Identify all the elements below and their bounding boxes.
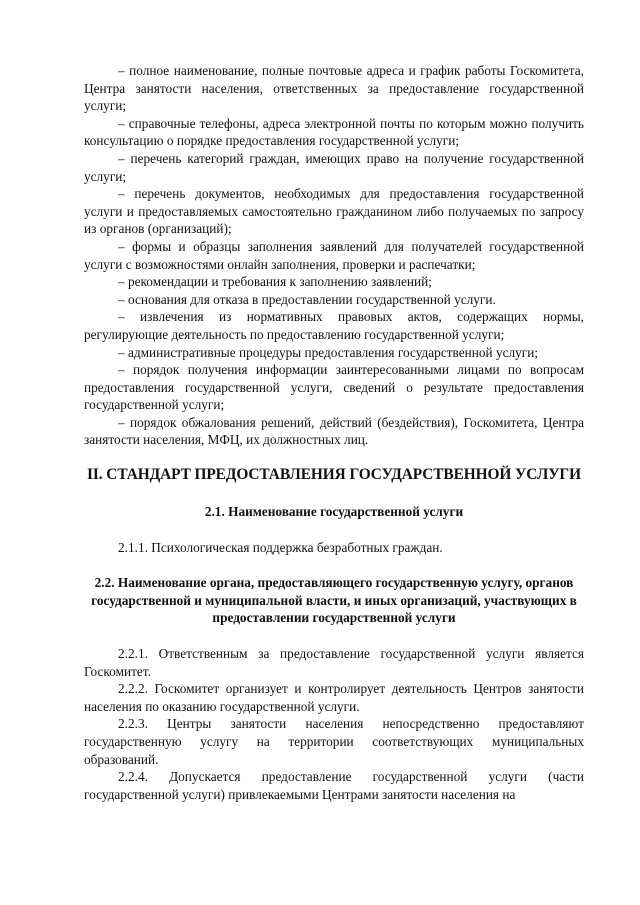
list-item: – извлечения из нормативных правовых актов, содержащих нормы, регулирующие деятельность по предоставлению государственной услуги;: [84, 309, 584, 342]
paragraph-2-1-1: 2.1.1. Психологическая поддержка безработных граждан.: [118, 539, 443, 555]
list-item: – порядок получения информации заинтересованными лицами по вопросам предоставления государственной услуги, сведений о результате предоставления государственной услуги;: [84, 362, 584, 413]
subsection-title-2-1: 2.1. Наименование государственной услуги: [204, 504, 464, 520]
list-item: – порядок обжалования решений, действий (бездействия), Госкомитета, Центра занятости населения, МФЦ, их должностных лиц.: [84, 414, 584, 448]
list-item: – справочные телефоны, адреса электронной почты по которым можно получить консультацию о порядке предоставления государственной услуги;: [84, 115, 584, 149]
list-item: – перечень документов, необходимых для предоставления государственной услуги и предоставляемых самостоятельно гражданином либо получаемых по запросу из органов (организаций);: [84, 186, 584, 237]
list-item: – основания для отказа в предоставлении государственной услуги.: [118, 291, 496, 307]
subsection-2-2-body: [84, 645, 584, 803]
list-item: – полное наименование, полные почтовые адреса и график работы Госкомитета, Центра занятости населения, ответственных за предоставление государственной услуги;: [84, 63, 584, 114]
paragraph-2-2-4: 2.2.4. Допускается предоставление государственной услуги (части государственной услуги) привлекаемыми Центрами занятости населения на: [84, 769, 584, 802]
paragraph-2-2-2: 2.2.2. Госкомитет организует и контролирует деятельность Центров занятости населения по оказанию государственной услуги.: [84, 681, 584, 714]
list-item: – рекомендации и требования к заполнению заявлений;: [118, 274, 432, 290]
list-item: – перечень категорий граждан, имеющих право на получение государственной услуги;: [84, 150, 584, 184]
info-list: [84, 62, 584, 449]
document-body: [84, 62, 584, 803]
list-item: – административные процедуры предоставления государственной услуги;: [118, 344, 539, 360]
paragraph-2-2-3: 2.2.3. Центры занятости населения непосредственно предоставляют государственную услугу на территории соответствующих муниципальных образований.: [84, 716, 584, 767]
paragraph-2-2-1: 2.2.1. Ответственным за предоставление государственной услуги является Госкомитет.: [84, 646, 584, 679]
section-title: II. СТАНДАРТ ПРЕДОСТАВЛЕНИЯ ГОСУДАРСТВЕННОЙ УСЛУГИ: [87, 466, 581, 484]
list-item: – формы и образцы заполнения заявлений для получателей государственной услуги с возможностями онлайн заполнения, проверки и распечатки;: [84, 238, 584, 272]
subsection-title-2-2: 2.2. Наименование органа, предоставляющего государственную услугу, органов государственной и муниципальной власти, и иных организаций, участвующих в предоставлении государственной услуги: [91, 575, 577, 626]
